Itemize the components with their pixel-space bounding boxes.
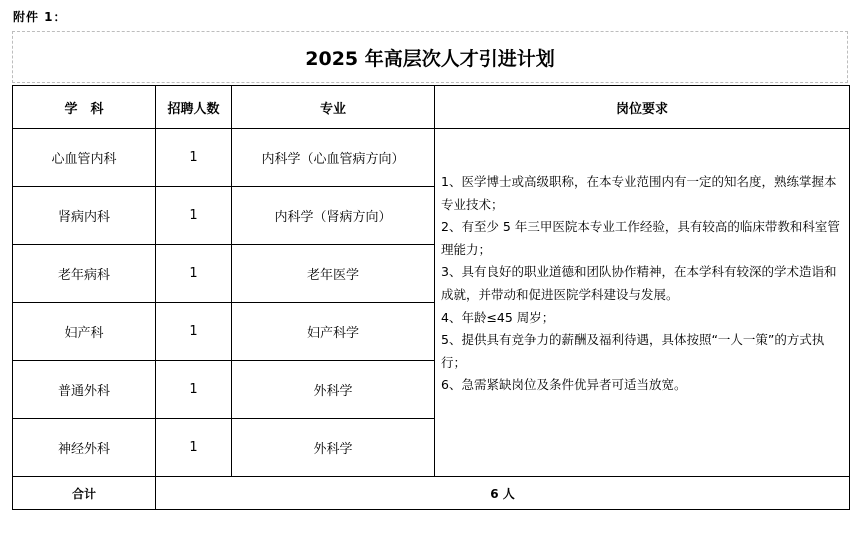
requirement-item: 4、年龄≤45 周岁； — [441, 309, 555, 325]
major-cell: 妇产科学 — [232, 303, 435, 361]
total-row — [13, 477, 850, 510]
count-cell: 1 — [156, 187, 232, 245]
major-cell: 老年医学 — [232, 245, 435, 303]
header-subject: 学 科 — [13, 86, 156, 129]
subject-cell: 肾病内科 — [13, 187, 156, 245]
major-cell: 内科学（肾病方向） — [232, 187, 435, 245]
table-row — [13, 129, 850, 187]
header-count: 招聘人数 — [156, 86, 232, 129]
count-cell: 1 — [156, 245, 232, 303]
major-cell: 内科学（心血管病方向） — [232, 129, 435, 187]
count-cell: 1 — [156, 303, 232, 361]
subject-cell: 心血管内科 — [13, 129, 156, 187]
requirements-cell — [435, 129, 850, 477]
subject-cell: 普通外科 — [13, 361, 156, 419]
total-value: 6 人 — [156, 477, 850, 510]
requirement-item: 3、具有良好的职业道德和团队协作精神，在本学科有较深的学术造诣和成就，并带动和促进医院学科建设与发展。 — [441, 264, 837, 302]
requirement-item: 6、急需紧缺岗位及条件优异者可适当放宽。 — [441, 377, 687, 393]
count-cell: 1 — [156, 361, 232, 419]
major-cell: 外科学 — [232, 419, 435, 477]
title-box — [12, 31, 848, 83]
header-major: 专业 — [232, 86, 435, 129]
recruitment-table — [12, 85, 850, 510]
requirement-item: 5、提供具有竞争力的薪酬及福利待遇，具体按照“一人一策”的方式执行； — [441, 332, 825, 370]
major-cell: 外科学 — [232, 361, 435, 419]
subject-cell: 神经外科 — [13, 419, 156, 477]
header-requirements: 岗位要求 — [435, 86, 850, 129]
subject-cell: 老年病科 — [13, 245, 156, 303]
page-title: 2025 年高层次人才引进计划 — [305, 47, 555, 70]
subject-cell: 妇产科 — [13, 303, 156, 361]
total-label: 合计 — [13, 477, 156, 510]
count-cell: 1 — [156, 129, 232, 187]
requirement-item: 1、医学博士或高级职称，在本专业范围内有一定的知名度，熟练掌握本专业技术； — [441, 174, 837, 212]
attachment-label: 附件 1： — [13, 10, 67, 24]
count-cell: 1 — [156, 419, 232, 477]
header-row — [13, 86, 850, 129]
requirement-item: 2、有至少 5 年三甲医院本专业工作经验，具有较高的临床带教和科室管理能力； — [441, 219, 840, 257]
